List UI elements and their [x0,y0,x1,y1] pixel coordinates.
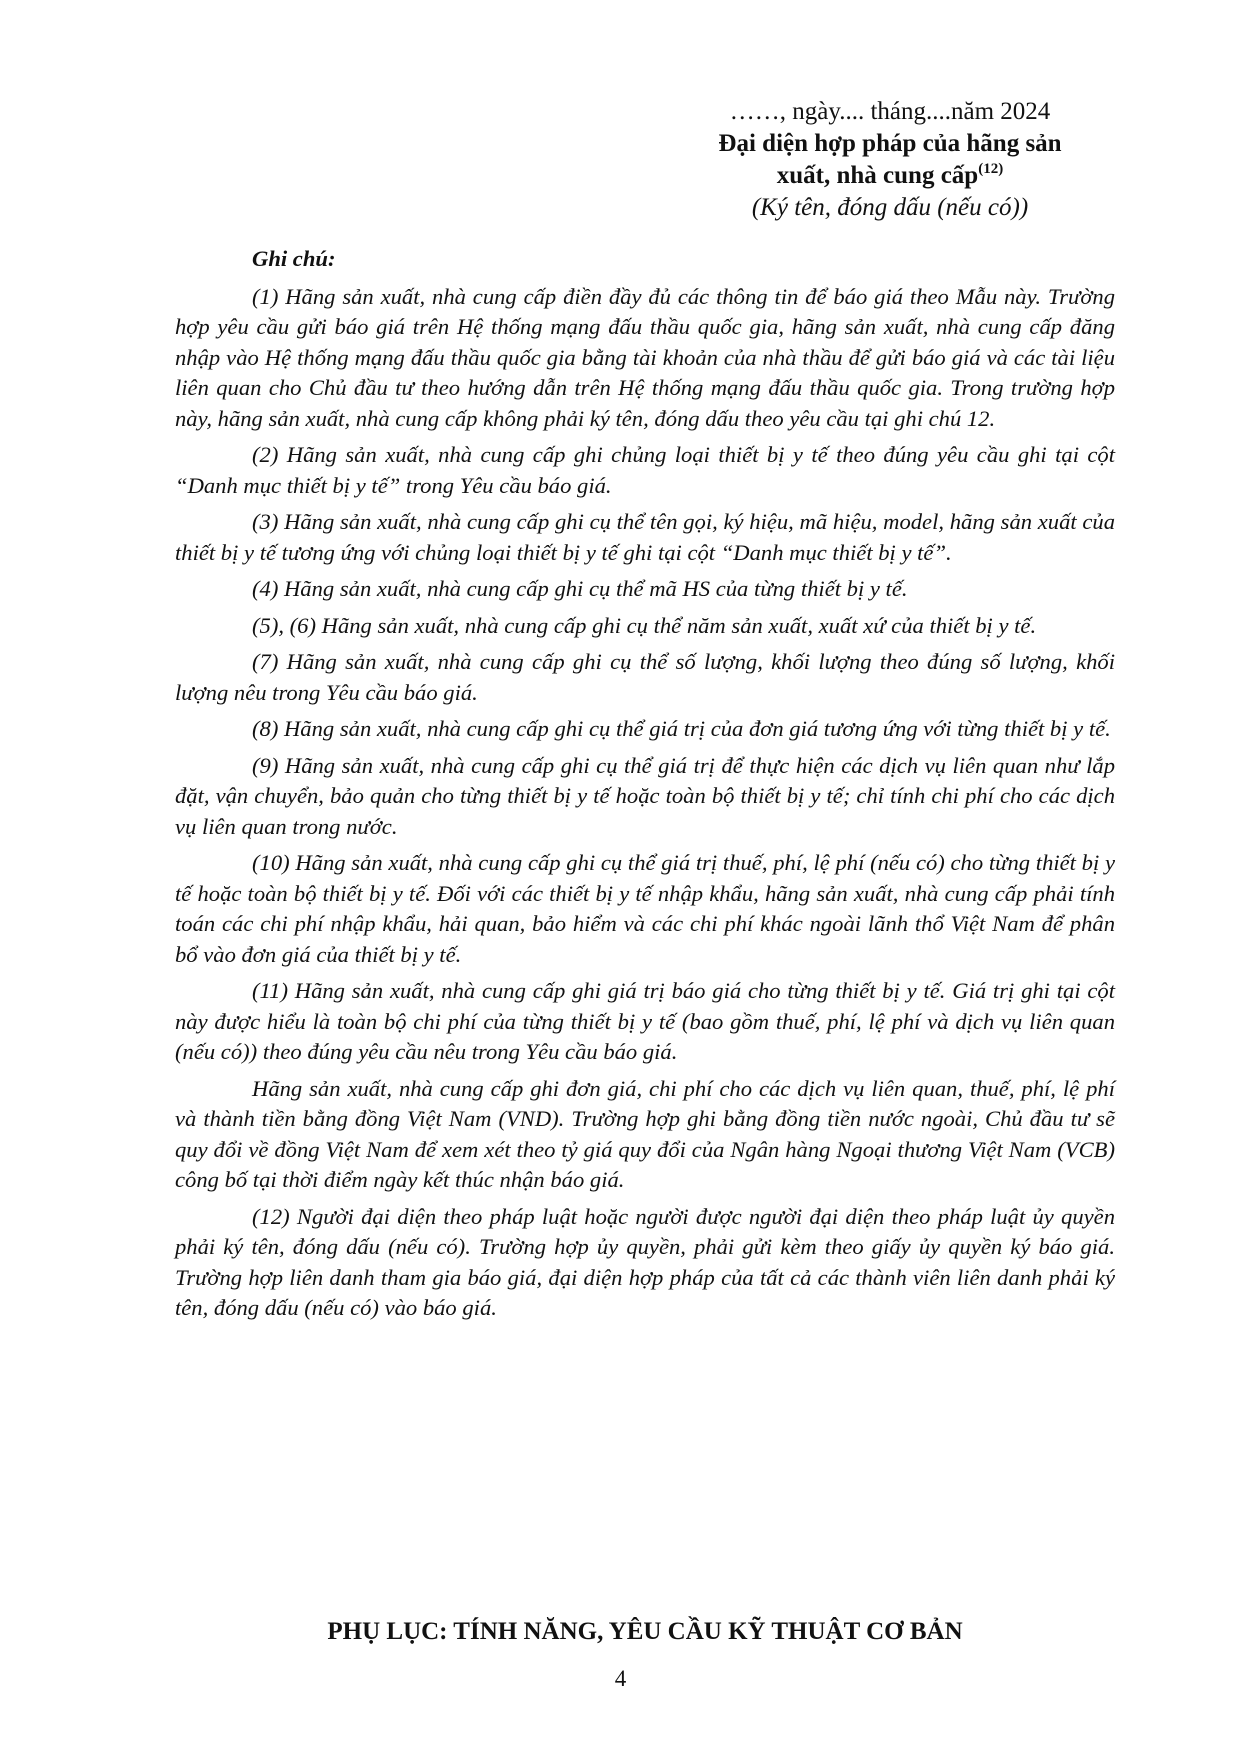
signatory-title-text: xuất, nhà cung cấp [776,162,979,189]
note-item-7: (7) Hãng sản xuất, nhà cung cấp ghi cụ thể số lượng, khối lượng theo đúng số lượng, khối lượng nêu trong Yêu cầu báo giá. [175,649,1115,705]
signature-block [660,96,1120,224]
note-item-11: (11) Hãng sản xuất, nhà cung cấp ghi giá trị báo giá cho từng thiết bị y tế. Giá trị ghi tại cột này được hiểu là toàn bộ chi phí của từng thiết bị y tế (bao gồm thuế, phí, lệ phí và dịch vụ liên quan (nếu có)) theo đúng yêu cầu nêu trong Yêu cầu báo giá. [175,978,1115,1064]
note-item-12: (12) Người đại diện theo pháp luật hoặc người được người đại diện theo pháp luật ủy quyền phải ký tên, đóng dấu (nếu có). Trường hợp ủy quyền, phải gửi kèm theo giấy ủy quyền ký báo giá. Trường hợp liên danh tham gia báo giá, đại diện hợp pháp của tất cả các thành viên liên danh phải ký tên, đóng dấu (nếu có) vào báo giá. [175,1203,1115,1320]
sign-instruction: (Ký tên, đóng dấu (nếu có)) [751,194,1029,221]
note-currency-paragraph: Hãng sản xuất, nhà cung cấp ghi đơn giá, chi phí cho các dịch vụ liên quan, thuế, phí, lệ phí và thành tiền bằng đồng Việt Nam (VND). Trường hợp ghi bằng đồng tiền nước ngoài, Chủ đầu tư sẽ quy đổi về đồng Việt Nam để xem xét theo tỷ giá quy đổi của Ngân hàng Ngoại thương Việt Nam (VCB) công bố tại thời điểm ngày kết thúc nhận báo giá. [175,1075,1115,1192]
signatory-title-line-1: Đại diện hợp pháp của hãng sản [718,130,1062,157]
note-item-3: (3) Hãng sản xuất, nhà cung cấp ghi cụ thể tên gọi, ký hiệu, mã hiệu, model, hãng sản xuất của thiết bị y tế tương ứng với chủng loại thiết bị y tế ghi tại cột “Danh mục thiết bị y tế”. [175,509,1115,565]
page-number: 4 [614,1666,627,1691]
notes-heading: Ghi chú: [252,246,336,271]
appendix-title: PHỤ LỤC: TÍNH NĂNG, YÊU CẦU KỸ THUẬT CƠ BẢN [327,1618,963,1645]
note-item-8: (8) Hãng sản xuất, nhà cung cấp ghi cụ thể giá trị của đơn giá tương ứng với từng thiết bị y tế. [252,716,1111,741]
note-item-5-6: (5), (6) Hãng sản xuất, nhà cung cấp ghi cụ thể năm sản xuất, xuất xứ của thiết bị y tế. [252,612,1037,638]
note-item-9: (9) Hãng sản xuất, nhà cung cấp ghi cụ thể giá trị để thực hiện các dịch vụ liên quan như lắp đặt, vận chuyển, bảo quản cho từng thiết bị y tế hoặc toàn bộ thiết bị y tế; chỉ tính chi phí cho các dịch vụ liên quan trong nước. [175,752,1115,839]
note-item-1: (1) Hãng sản xuất, nhà cung cấp điền đầy đủ các thông tin để báo giá theo Mẫu này. Trường hợp yêu cầu gửi báo giá trên Hệ thống mạng đấu thầu quốc gia, hãng sản xuất, nhà cung cấp đăng nhập vào Hệ thống mạng đấu thầu quốc gia bằng tài khoản của nhà thầu để gửi báo giá và các tài liệu liên quan cho Chủ đầu tư theo hướng dẫn trên Hệ thống mạng đấu thầu quốc gia. Trong trường hợp này, hãng sản xuất, nhà cung cấp không phải ký tên, đóng dấu theo yêu cầu tại ghi chú 12. [175,283,1115,431]
note-item-2: (2) Hãng sản xuất, nhà cung cấp ghi chủng loại thiết bị y tế theo đúng yêu cầu ghi tại cột “Danh mục thiết bị y tế” trong Yêu cầu báo giá. [175,442,1115,498]
note-item-4: (4) Hãng sản xuất, nhà cung cấp ghi cụ thể mã HS của từng thiết bị y tế. [252,576,908,601]
date-line: ……, ngày.... tháng....năm 2024 [729,98,1051,125]
note-item-10: (10) Hãng sản xuất, nhà cung cấp ghi cụ thể giá trị thuế, phí, lệ phí (nếu có) cho từng thiết bị y tế hoặc toàn bộ thiết bị y tế. Đối với các thiết bị y tế nhập khẩu, hãng sản xuất, nhà cung cấp phải tính toán các chi phí nhập khẩu, hải quan, bảo hiểm và các chi phí khác ngoài lãnh thổ Việt Nam để phân bổ vào đơn giá của thiết bị y tế. [175,850,1115,967]
footnote-reference: (12) [978,161,1004,177]
signatory-title-line-2 [660,160,1120,192]
notes-section [175,244,1115,1330]
